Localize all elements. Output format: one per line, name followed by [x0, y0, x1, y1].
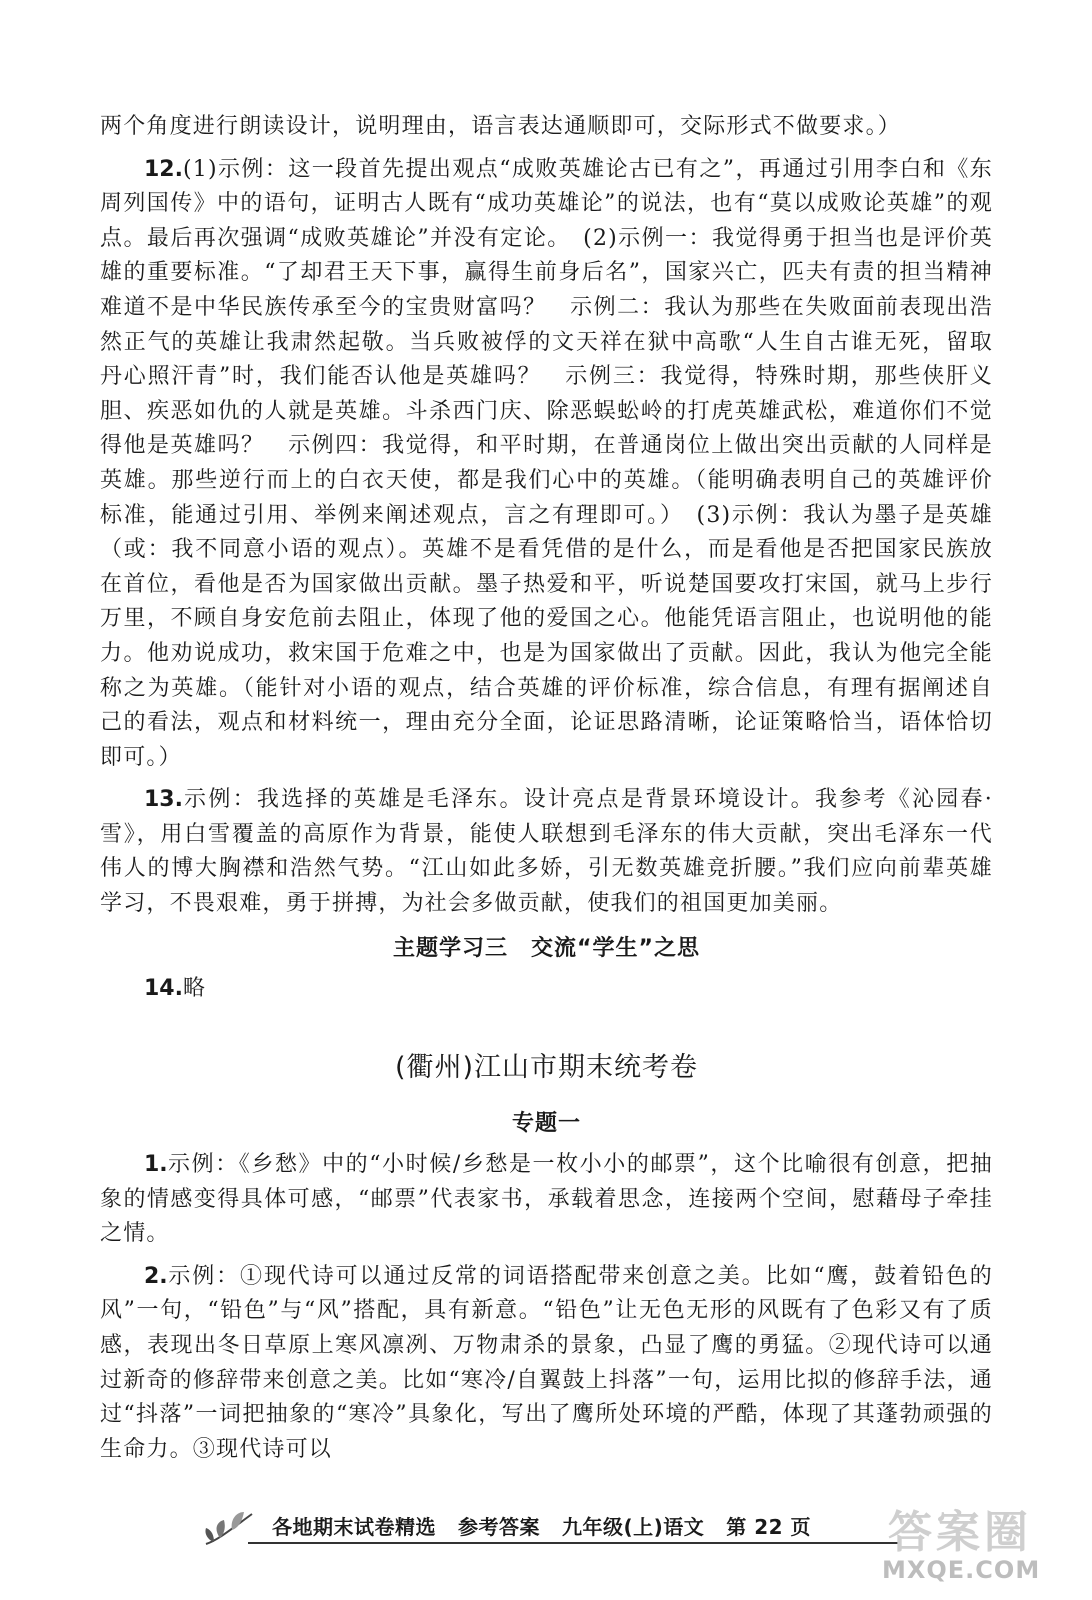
footer-page-number: 第 22 页 [726, 1514, 812, 1539]
leaf-branch-icon [200, 1500, 260, 1552]
question-number-2: 2. [144, 1263, 168, 1289]
answer-14 [100, 972, 993, 1007]
answer-page [100, 110, 993, 1467]
watermark [878, 1496, 1078, 1592]
exam-title: (衢州)江山市期末统考卷 [394, 1051, 699, 1083]
question-number-13: 13. [144, 787, 183, 813]
watermark-domain: MXQE.COM [882, 1556, 1041, 1584]
footer-series: 各地期末试卷精选 [272, 1514, 436, 1539]
section-heading-theme3: 主题学习三 交流“学生”之思 [393, 935, 700, 961]
question-number-1: 1. [144, 1152, 168, 1178]
footer-section: 参考答案 [458, 1514, 540, 1539]
footer-grade-subject: 九年级(上)语文 [562, 1514, 705, 1539]
answer-13-text: 示例：我选择的英雄是毛泽东。设计亮点是背景环境设计。我参考《沁园春·雪》，用白雪覆盖的高原作为背景，能使人联想到毛泽东的伟大贡献，突出毛泽东一代伟人的博大胸襟和浩然气势。“江山如此多娇，引无数英雄竞折腰。”我们应向前辈英雄学习，不畏艰难，勇于拼搏，为社会多做贡献，使我们的祖国更加美丽。 [100, 787, 993, 917]
answer-13 [100, 783, 993, 921]
answer-12 [100, 153, 993, 776]
section-heading-topic1: 专题一 [511, 1111, 581, 1137]
answer-12-text: (1)示例：这一段首先提出观点“成败英雄论古已有之”，再通过引用李白和《东周列国传》中的语句，证明古人既有“成功英雄论”的说法，也有“莫以成败论英雄”的观点。最后再次强调“成败英雄论”并没有定论。 (2)示例一：我觉得勇于担当也是评价英雄的重要标准。“了却君王天下事，赢得生前身后名”，国家兴亡，匹夫有责的担当精神难道不是中华民族传承至今的宝贵财富吗？ 示例二：我认为那些在失败面前表现出浩然正气的英雄让我肃然起敬。当兵败被俘的文天祥在狱中高歌“人生自古谁无死，留取丹心照汗青”时，我们能否认他是英雄吗？ 示例三：我觉得，特殊时期，那些侠肝义胆、疾恶如仇的人就是英雄。斗杀西门庆、除恶蜈蚣岭的打虎英雄武松，难道你们不觉得他是英雄吗？ 示例四：我觉得，和平时期，在普通岗位上做出突出贡献的人同样是英雄。那些逆行而上的白衣天使，都是我们心中的英雄。（能明确表明自己的英雄评价标准，能通过引用、举例来阐述观点，言之有理即可。） (3)示例：我认为墨子是英雄（或：我不同意小语的观点）。英雄不是看凭借的是什么，而是看他是否把国家民族放在首位，看他是否为国家做出贡献。墨子热爱和平，听说楚国要攻打宋国，就马上步行万里，不顾自身安危前去阻止，体现了他的爱国之心。他能凭语言阻止，也说明他的能力。他劝说成功，救宋国于危难之中，也是为国家做出了贡献。因此，我认为他完全能称之为英雄。（能针对小语的观点，结合英雄的评价标准，综合信息，有理有据阐述自己的看法，观点和材料统一，理由充分全面，论证思路清晰，论证策略恰当，语体恰切即可。） [100, 156, 993, 770]
answer-2-text: 示例：①现代诗可以通过反常的词语搭配带来创意之美。比如“鹰，鼓着铅色的风”一句，“铅色”与“风”搭配，具有新意。“铅色”让无色无形的风既有了色彩又有了质感，表现出冬日草原上寒风凛冽、万物肃杀的景象，凸显了鹰的勇猛。②现代诗可以通过新奇的修辞带来创意之美。比如“寒冷/自翼鼓上抖落”一句，运用比拟的修辞手法，通过“抖落”一词把抽象的“寒冷”具象化，写出了鹰所处环境的严酷，体现了其蓬勃顽强的生命力。③现代诗可以 [100, 1263, 993, 1462]
answer-14-text: 略 [182, 976, 207, 1002]
answer-1-text: 示例：《乡愁》中的“小时候/乡愁是一枚小小的邮票”，这个比喻很有创意，把抽象的情感变得具体可感，“邮票”代表家书，承载着思念，连接两个空间，慰藉母子牵挂之情。 [100, 1152, 993, 1247]
answer-2 [100, 1260, 993, 1468]
question-number-12: 12. [144, 156, 183, 182]
watermark-brand: 答案圈 [888, 1507, 1032, 1558]
question-number-14: 14. [144, 976, 183, 1002]
footer-divider [248, 1542, 900, 1544]
paragraph-continuation: 两个角度进行朗读设计，说明理由，语言表达通顺即可，交际形式不做要求。） [100, 114, 902, 139]
footer-text [272, 1511, 811, 1540]
page-footer [200, 1500, 900, 1550]
answer-1 [100, 1148, 993, 1252]
